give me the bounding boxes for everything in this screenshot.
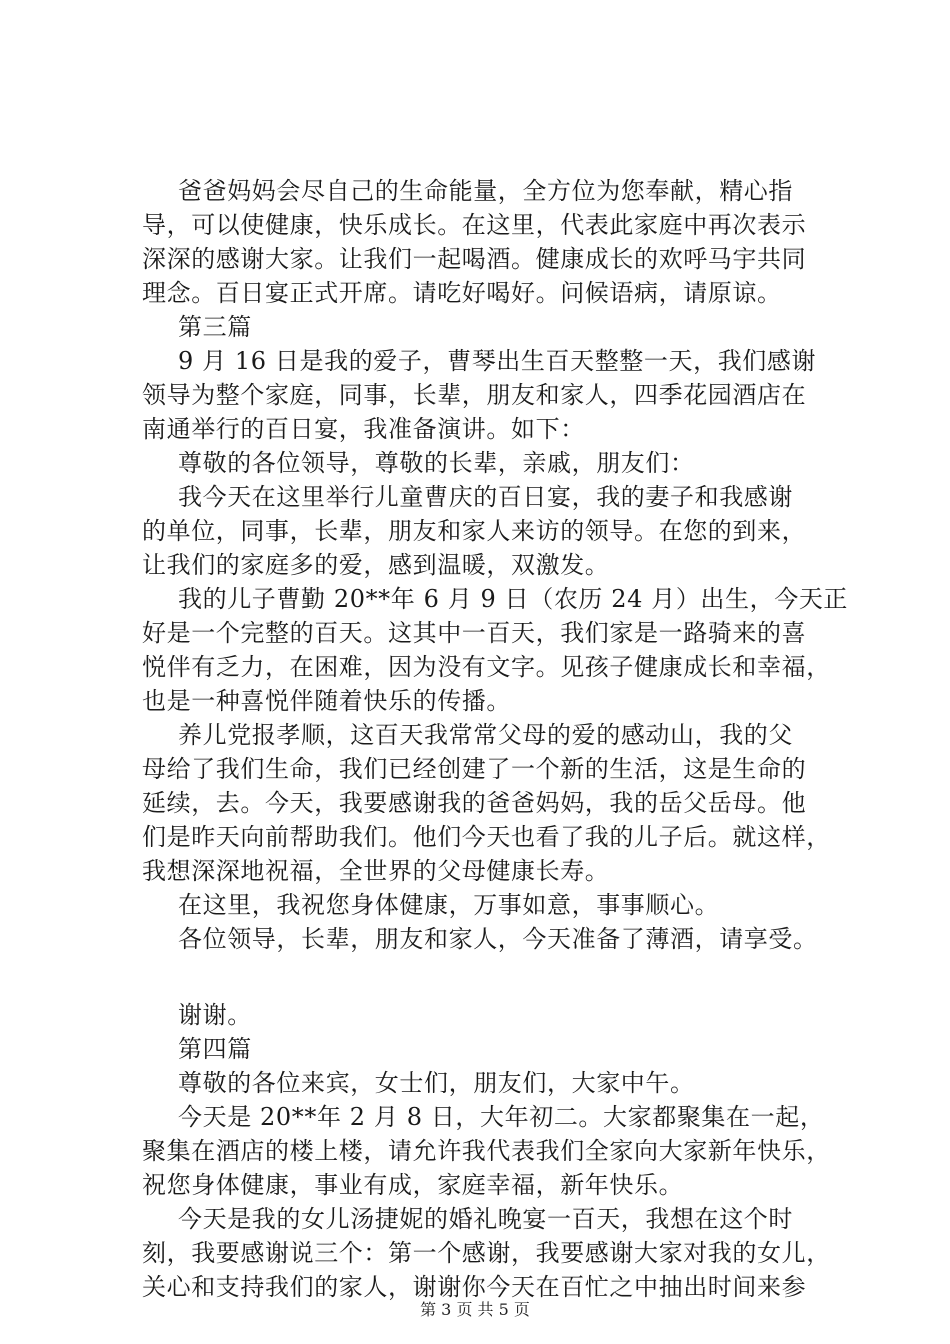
section-heading: 第三篇 <box>178 313 252 341</box>
text-line: 的单位，同事，长辈，朋友和家人来访的领导。在您的到来， <box>142 517 807 545</box>
text-line: 爸爸妈妈会尽自己的生命能量，全方位为您奉献，精心指 <box>178 177 793 205</box>
text-line: 延续，去。今天，我要感谢我的爸爸妈妈，我的岳父岳母。他 <box>142 789 807 817</box>
section-heading: 第四篇 <box>178 1035 252 1063</box>
text-line: 理念。百日宴正式开席。请吃好喝好。问候语病，请原谅。 <box>142 279 782 307</box>
text-line: 好是一个完整的百天。这其中一百天，我们家是一路骑来的喜 <box>142 619 807 647</box>
text-line: 9 月 16 日是我的爱子，曹琴出生百天整整一天，我们感谢 <box>178 347 817 375</box>
text-line: 我想深深地祝福，全世界的父母健康长寿。 <box>142 857 610 885</box>
text-line: 南通举行的百日宴，我准备演讲。如下： <box>142 415 585 443</box>
text-line: 养儿党报孝顺，这百天我常常父母的爱的感动山，我的父 <box>178 721 793 749</box>
text-line: 谢谢。 <box>178 1001 252 1029</box>
page-number-footer: 第 3 页 共 5 页 <box>420 1300 530 1319</box>
text-line: 聚集在酒店的楼上楼，请允许我代表我们全家向大家新年快乐， <box>142 1137 831 1165</box>
text-line: 领导为整个家庭，同事，长辈，朋友和家人，四季花园酒店在 <box>142 381 807 409</box>
text-line: 祝您身体健康，事业有成，家庭幸福，新年快乐。 <box>142 1171 684 1199</box>
text-line: 尊敬的各位来宾，女士们，朋友们，大家中午。 <box>178 1069 695 1097</box>
text-line: 各位领导，长辈，朋友和家人，今天准备了薄酒，请享受。 <box>178 925 818 953</box>
text-line: 在这里，我祝您身体健康，万事如意，事事顺心。 <box>178 891 720 919</box>
text-line: 刻，我要感谢说三个：第一个感谢，我要感谢大家对我的女儿， <box>142 1239 831 1267</box>
text-line: 母给了我们生命，我们已经创建了一个新的生活，这是生命的 <box>142 755 807 783</box>
text-line: 们是昨天向前帮助我们。他们今天也看了我的儿子后。就这样， <box>142 823 831 851</box>
text-line: 深深的感谢大家。让我们一起喝酒。健康成长的欢呼马宇共同 <box>142 245 807 273</box>
text-line: 悦伴有乏力，在困难，因为没有文字。见孩子健康成长和幸福， <box>142 653 831 681</box>
text-line: 导，可以使健康，快乐成长。在这里，代表此家庭中再次表示 <box>142 211 807 239</box>
text-line: 我今天在这里举行儿童曹庆的百日宴，我的妻子和我感谢 <box>178 483 793 511</box>
text-line: 我的儿子曹勤 20**年 6 月 9 日（农历 24 月）出生，今天正 <box>178 585 849 613</box>
text-line: 今天是 20**年 2 月 8 日，大年初二。大家都聚集在一起， <box>178 1103 825 1131</box>
text-line: 让我们的家庭多的爱，感到温暖，双激发。 <box>142 551 610 579</box>
text-line: 关心和支持我们的家人，谢谢你今天在百忙之中抽出时间来参 <box>142 1273 807 1301</box>
text-line: 今天是我的女儿汤捷妮的婚礼晚宴一百天，我想在这个时 <box>178 1205 793 1233</box>
text-line: 尊敬的各位领导，尊敬的长辈，亲戚，朋友们： <box>178 449 695 477</box>
text-line: 也是一种喜悦伴随着快乐的传播。 <box>142 687 511 715</box>
